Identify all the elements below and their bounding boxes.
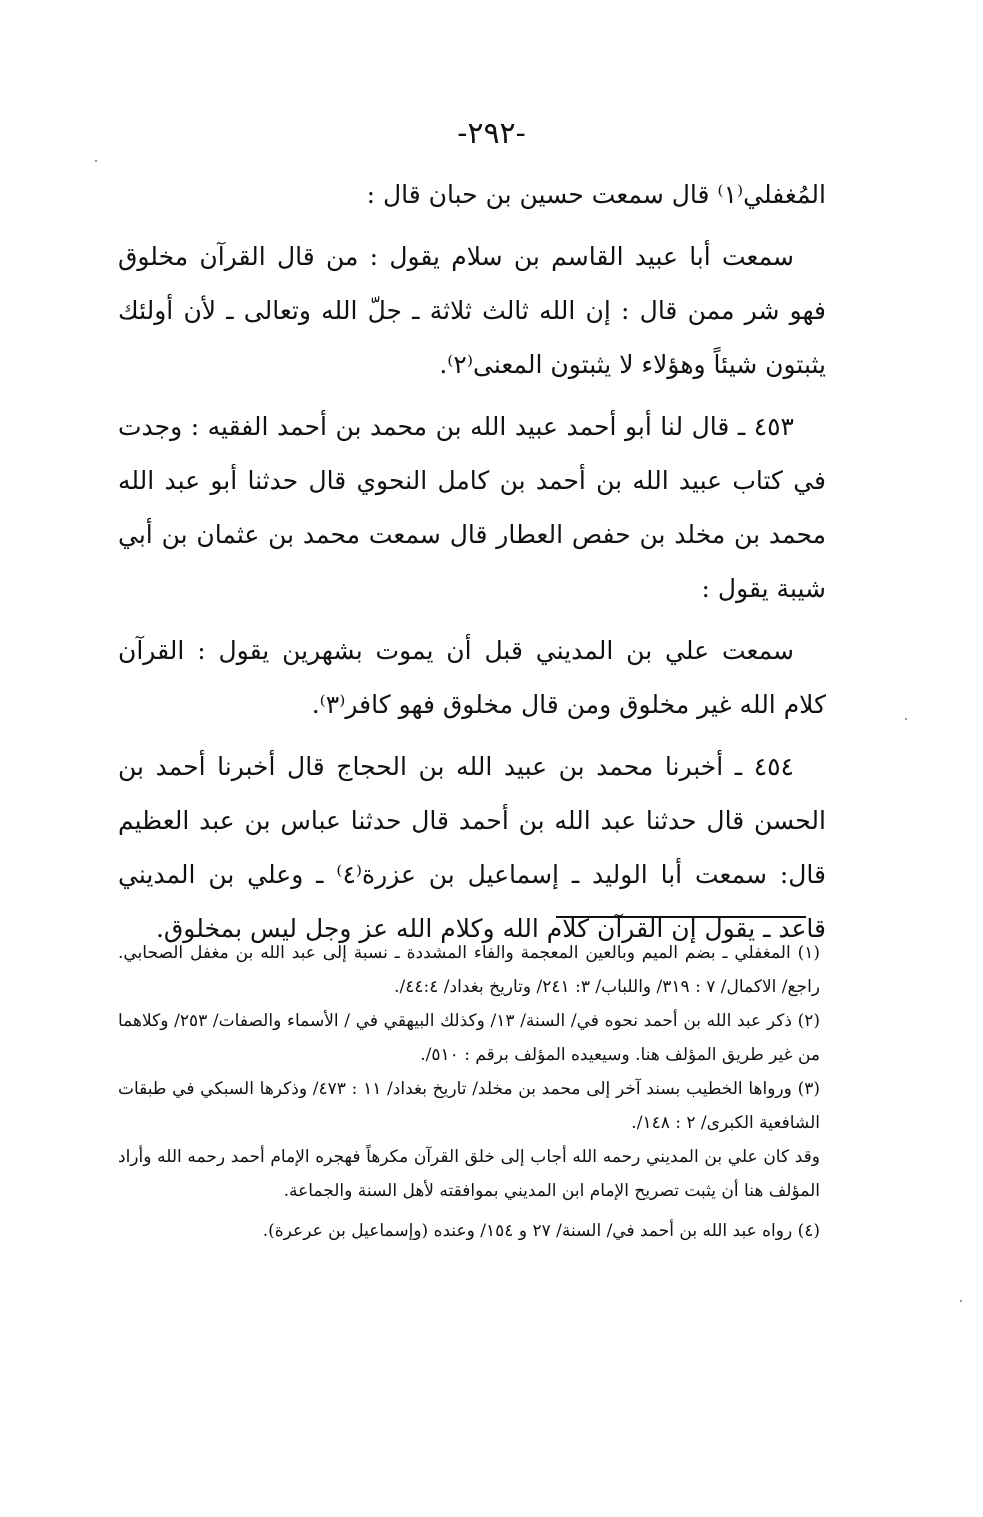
paragraph-453: ٤٥٣ ـ قال لنا أبو أحمد عبيد الله بن محمد بن أحمد الفقيه : وجدت في كتاب عبيد الله بن أحمد بن كامل النحوي قال حدثنا أبو عبد الله محمد بن مخلد بن حفص العطار قال سمعت محمد بن عثمان بن أبي شيبة يقول : [118, 412, 826, 603]
footnote-1: (١) المغفلي ـ بضم الميم وبالعين المعجمة والفاء المشددة ـ نسبة إلى عبد الله بن مغفل الصحابي. راجع/ الاكمال/ ٧ : ٣١٩/ واللباب/ ٣: ٢٤١/ وتاريخ بغداد/ ٤٤:٤/. [118, 943, 820, 997]
footnote-4: (٤) رواه عبد الله بن أحمد في/ السنة/ ٢٧ و ١٥٤/ وعنده (وإسماعيل بن عرعرة). [262, 1221, 820, 1241]
page-number: -٢٩٢- [457, 116, 526, 151]
paragraph-454: ٤٥٤ ـ أخبرنا محمد بن عبيد الله بن الحجاج قال أخبرنا أحمد بن الحسن قال حدثنا عبد الله بن أحمد قال حدثنا عباس بن عبد العظيم قال: سمعت أبا الوليد ـ إسماعيل بن عزرة⁽٤⁾ ـ وعلي بن المديني قاعد ـ يقول إن القرآن كلام الله وكلام الله عز وجل ليس بمخلوق. [118, 752, 826, 943]
scan-speck [905, 718, 907, 720]
footnote-3-continuation: وقد كان علي بن المديني رحمه الله أجاب إلى خلق القرآن مكرهاً فهجره الإمام أحمد رحمه الله وأراد المؤلف هنا أن يثبت تصريح الإمام ابن المديني بموافقته لأهل السنة والجماعة. [118, 1147, 820, 1201]
footnotes [118, 936, 820, 1248]
paragraph-2: سمعت أبا عبيد القاسم بن سلام يقول : من قال القرآن مخلوق فهو شر ممن قال : إن الله ثالث ثلاثة ـ جلّ الله وتعالى ـ لأن أولئك يثبتون شيئاً وهؤلاء لا يثبتون المعنى⁽٢⁾. [118, 242, 826, 379]
paragraph-1: المُغفلي⁽١⁾ قال سمعت حسين بن حبان قال : [366, 180, 826, 209]
scan-speck [95, 160, 97, 162]
footnote-separator [556, 916, 806, 918]
paragraph-4: سمعت علي بن المديني قبل أن يموت بشهرين يقول : القرآن كلام الله غير مخلوق ومن قال مخلوق فهو كافر⁽٣⁾. [118, 636, 826, 719]
footnote-2: (٢) ذكر عبد الله بن أحمد نحوه في/ السنة/ ١٣/ وكذلك البيهقي في / الأسماء والصفات/ ٢٥٣/ وكلاهما من غير طريق المؤلف هنا. وسيعيده المؤلف برقم : ٥١٠/. [118, 1011, 821, 1065]
scan-speck [960, 1300, 962, 1302]
main-text [118, 168, 826, 956]
footnote-3: (٣) ورواها الخطيب بسند آخر إلى محمد بن مخلد/ تاريخ بغداد/ ١١ : ٤٧٣/ وذكرها السبكي في طبقات الشافعية الكبرى/ ٢ : ١٤٨/. [118, 1079, 820, 1133]
